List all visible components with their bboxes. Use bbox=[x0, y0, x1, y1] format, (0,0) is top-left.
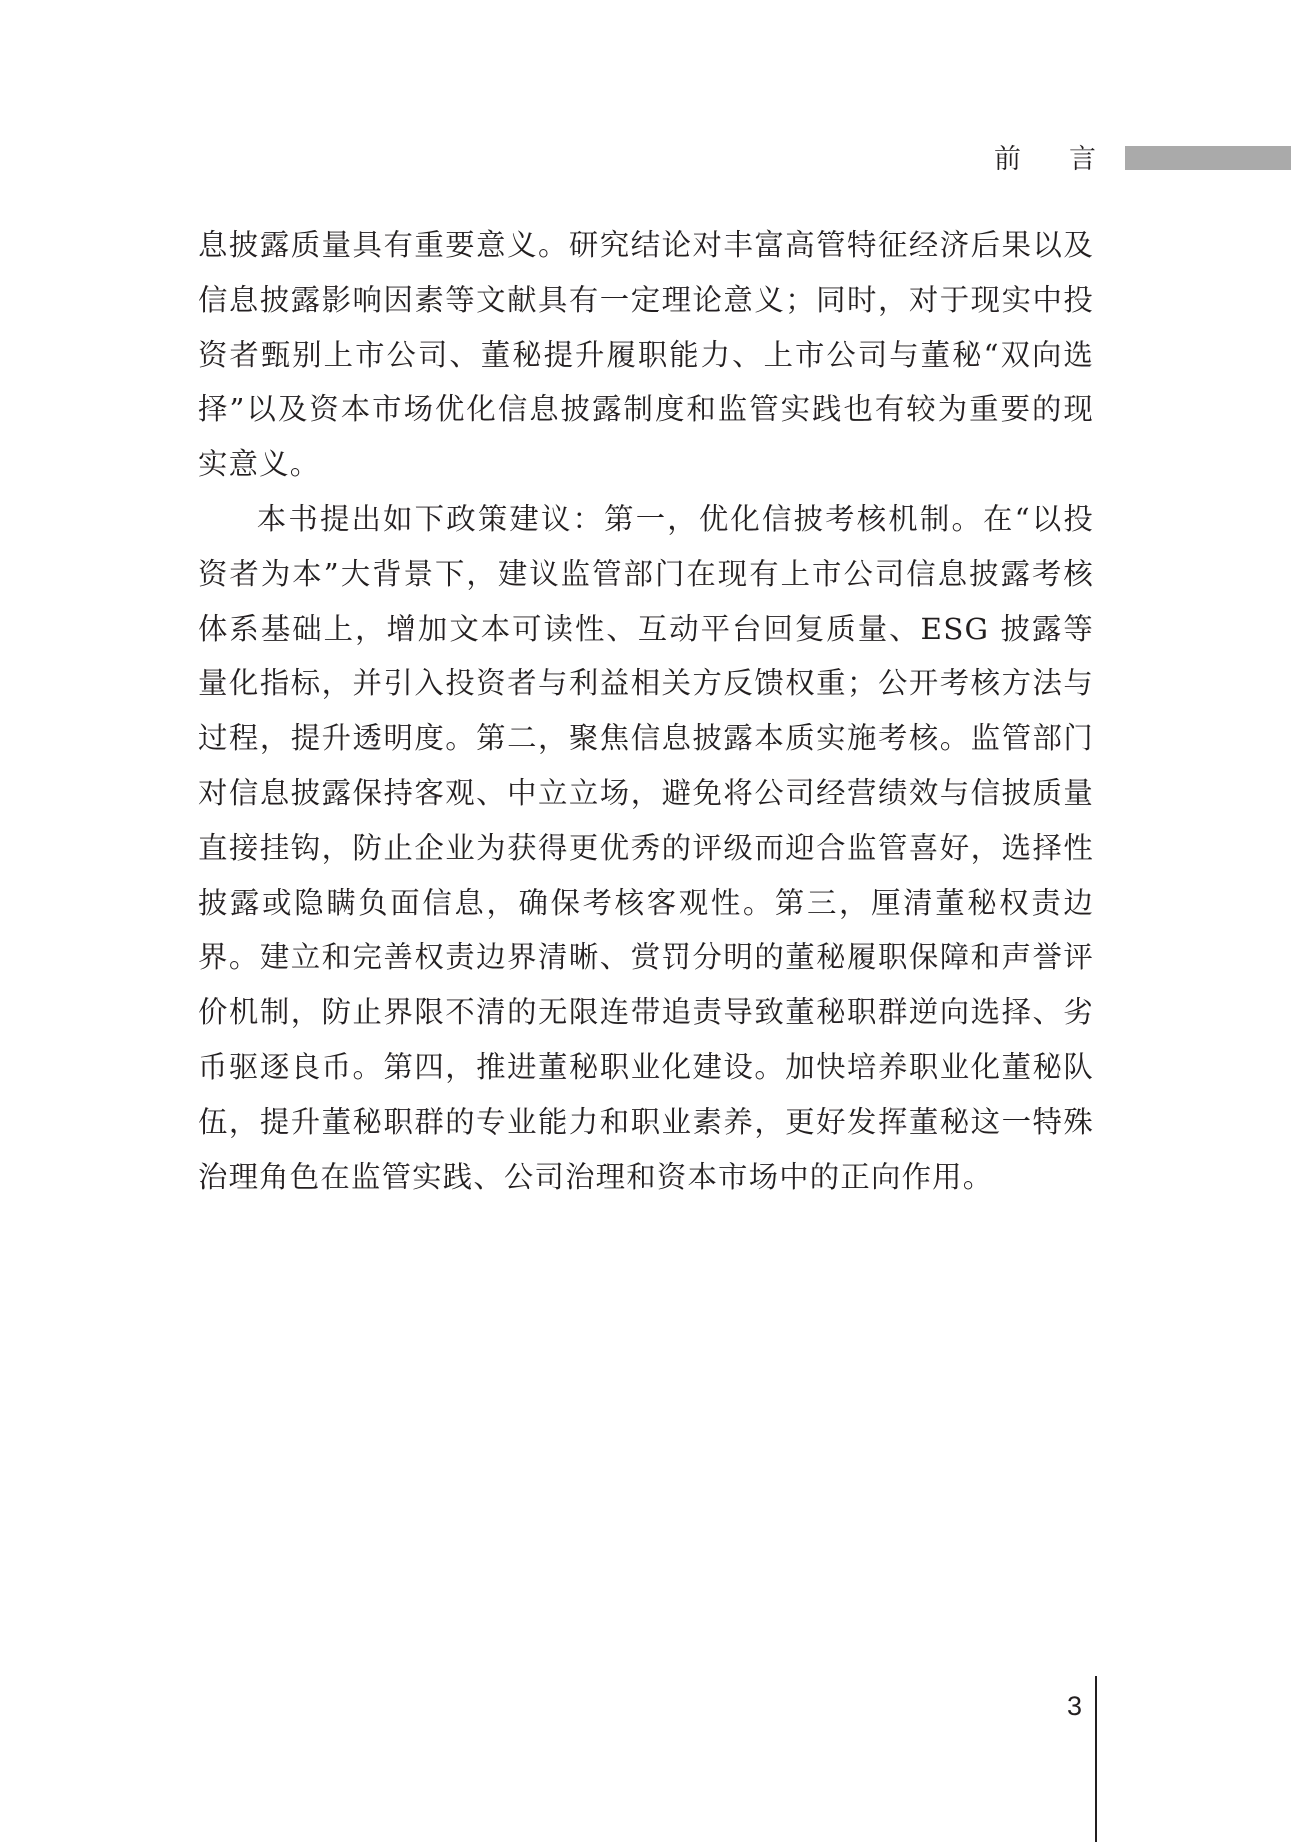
paragraph-policy-suggestions: 本书提出如下政策建议：第一，优化信披考核机制。在“以投资者为本”大背景下，建议监管部门在现有上市公司信息披露考核体系基础上，增加文本可读性、互动平台回复质量、ESG 披露等量化指标，并引入投资者与利益相关方反馈权重；公开考核方法与过程，提升透明度。第二，聚焦信息披露本质实施考核。监管部门对信息披露保持客观、中立立场，避免将公司经营绩效与信披质量直接挂钩，防止企业为获得更优秀的评级而迎合监管喜好，选择性披露或隐瞒负面信息，确保考核客观性。第三，厘清董秘权责边界。建立和完善权责边界清晰、赏罚分明的董秘履职保障和声誉评价机制，防止界限不清的无限连带追责导致董秘职群逆向选择、劣币驱逐良币。第四，推进董秘职业化建设。加快培养职业化董秘队伍，提升董秘职群的专业能力和职业素养，更好发挥董秘这一特殊治理角色在监管实践、公司治理和资本市场中的正向作用。 bbox=[198, 501, 1094, 1194]
paragraph-continued: 息披露质量具有重要意义。研究结论对丰富高管特征经济后果以及信息披露影响因素等文献具有一定理论意义；同时，对于现实中投资者甄别上市公司、董秘提升履职能力、上市公司与董秘“双向选择”以及资本市场优化信息披露制度和监管实践也有较为重要的现实意义。 bbox=[198, 228, 1094, 482]
running-header-bar bbox=[1125, 146, 1291, 170]
running-header-title bbox=[994, 140, 1096, 180]
page-number-rule bbox=[1095, 1676, 1097, 1842]
body-text bbox=[198, 218, 1094, 1204]
running-header-char-2: 言 bbox=[1069, 144, 1096, 175]
page-number: 3 bbox=[1066, 1691, 1082, 1721]
running-header-char-1: 前 bbox=[994, 144, 1021, 175]
